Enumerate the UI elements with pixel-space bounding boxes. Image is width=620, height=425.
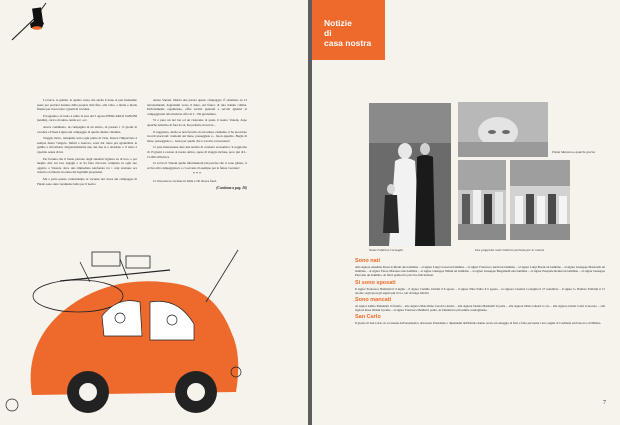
section-title: San Carlo (355, 314, 381, 321)
news-section (355, 314, 605, 325)
section-body: Il giorno di San Carlo, in occasione dell'onomastico del nostro Presidente, i dipendenti dell'Istituto hanno recato un omaggio di fiori e fatto pervenire i loro auguri al Cardinale Arcivescovo di Milano. (355, 321, 602, 326)
paragraph: Viaggio liscio, tranquillo sotto ogni punto di vista. Invece l'imprevisto è sempre dietro l'angolo. Infatti a Genova, scesi dal treno per sgranchirsi le gambe e rifocillarsi, disgraziatamente uno dei due si è attardato e il treno è ripartito senza di lui. (37, 136, 137, 154)
continued-note: (Continua a pag. 26) (216, 185, 247, 190)
paragraph: Ma a parte questo contrattempo le vacanze nel cuore del campeggio di Finale sono state veramente belle per il nostro (37, 176, 137, 186)
banner-line: Notizie (324, 18, 352, 28)
section-body: Il signor Francesco Battistini il 9 luglio – il signor Camillo Zerbini il 6 agosto – il signor Nino Falbo il 6 agosto – la signora Caterina Cornaglia il 27 settembre – il signor G. Battista Fabbrini il 15 ottobre. Agli sposi gli auguri più vivi e cari di lunga felicità. (355, 286, 605, 295)
wedding-caption: Nozze Fabbrini-Cornaglia (369, 248, 403, 252)
banner-line: di (324, 28, 332, 38)
news-section (355, 258, 605, 278)
news-sections (355, 256, 605, 326)
paragraph: La barca, le gambe, le quattro ruote, ma anche il treno si può benissimo usare per portarsi lontano dalla propria città fino, alle volte, a molte e molte finaste per trascorrere i giorni di vacanza. (37, 98, 137, 112)
children-group-photo-2 (510, 160, 570, 240)
paragraph: Vi è pure un bel bar ed un ristorante al quale il nostro Vanoni, dopo qualche tentativo di fare da sé, ha preferito ricorrere... (147, 118, 247, 127)
section-separator: * * * (193, 171, 201, 177)
section-title: Sono nati (355, 258, 381, 264)
wedding-photo (369, 103, 451, 246)
left-page (0, 0, 308, 425)
paragraph: Ed appunto col treno è salito la sera del 5 agosto PIERCARLO VANONI (anulin), carico di zaino, tenda ecc. ecc. (37, 113, 137, 123)
paragraph: Ci scriva il Vanoni quelle informazioni più precise che ci sono giunte, ci scriva altri campeggiatori, e ci servano di esempio per le future vacanze! (147, 161, 247, 170)
baby-caption: Emma Marzano a qualche giorno (552, 150, 596, 154)
article-column-2 (147, 98, 247, 190)
lamp-icon (12, 3, 46, 40)
page-number: 7 (603, 400, 606, 406)
news-section (355, 280, 605, 295)
news-section (355, 297, 605, 312)
paragraph: Ci chi passa le vacanze in Italia e chi invece fuori. (153, 178, 217, 183)
section-banner (312, 0, 385, 60)
banner-line: casa nostra (324, 38, 372, 48)
section-body: Alla signora Anselma Rossi la Monti una bambina – al signor Luigi Grossi un bambino – al signor Francesco Aletti un bambino – al signor Luigi Pisoni un bambino – al signor Giuseppe Mariscelli un bambino – al signor Ettore Marzano una bambina – al signor Giuseppe Milani un bambino – al signor Giuseppe Bergamelli una bambina – al signor Pasquale Romei un bambino – al signor Giuseppe Pirovano un bambino. Ai felici genitori le più vive felicitazioni. (355, 265, 605, 278)
article-column-1 (37, 98, 137, 188)
paragraph: Per fortuna che il Santo patrono degli studenti vigilava su di loro, e per meglio dire sui loro bagagli e lo ha fatto ritrovare completo in ogni suo oggetto a Varazze dove una immediata telefonata tra i capi stazione era riuscita a fermarlo in attesa dei legittimi proprietari. (37, 156, 137, 175)
banner-title (324, 18, 371, 48)
paragraph: Il soggiorno, anche se non favorito da un tempo clemente, ti ha procurato ricordi piacevoli: tramonti sul mare, passeggiate e... buon appetito. Bagni di mare, passeggiate e... basta per quello che è a nostra conoscenza! (147, 129, 247, 143)
section-body: Al signor Attilio Pallanzini il fratello – alla signora Marcellina Ceroli la madre – alla signora Donna Martinelli il padre – alla signora Maria Ghezzi lo zio – alla signora Giulia Conti il suocero – alla signora Rosa Oldani il padre – al signor Francesco Bellini il padre. Ai familiari le più sentite condoglianze. (355, 304, 605, 313)
car-illustration (6, 250, 241, 413)
children-caption: Due gruppi dei nostri bimbi in partenza per le colonie (475, 248, 545, 252)
paragraph: Aveva combinato, in compagnia di un amico, di passare i 15 giorni di vacanza a Finale Ligure nel campeggio di quella ridente cittadina. (37, 124, 137, 134)
paragraph: autore Vanoni. Merita una parola questo campeggio. È sistemato su 13 terrazzamenti, degradanti verso il mare, sul fianco di una ridente collina. Perfettamente organizzato, offre servizi generali e servizi igienici ai campeggiatori alla modesta cifra di L. 150 giornaliere. (147, 98, 247, 116)
section-title: Si sono sposati (355, 279, 396, 286)
paragraph: Ci pare interessante dare una notizia di carattere economico: il soggiorno di 15 giorni è costato al nostro amico, spese di viaggio incluse, poco più di L. 15.000 all'incirca. (147, 145, 247, 159)
illustration-art (0, 0, 308, 425)
children-group-photo-1 (458, 160, 506, 240)
baby-photo (458, 102, 548, 157)
section-title: Sono mancati (355, 297, 392, 304)
